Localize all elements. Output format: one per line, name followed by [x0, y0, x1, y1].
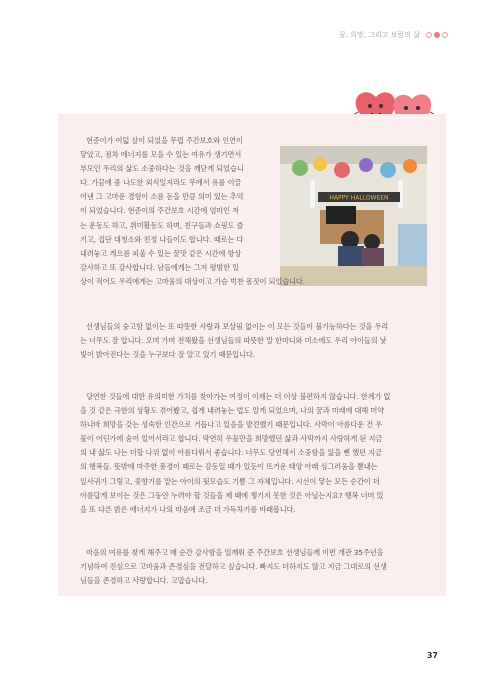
- p1-line-3: 부모인 우리의 삶도 소중하다는 것을 깨닫게 되었습니: [80, 164, 244, 174]
- page-number: 37: [426, 651, 438, 660]
- p1-line-11: 상이 적어도 우리에게는 고마움의 대상이고 가슴 벅찬 몸짓이 되었습니다.: [80, 276, 305, 286]
- p1-line-2: 닿았고, 점차 에너지를 모을 수 있는 여유가 생기면서: [80, 150, 242, 160]
- p1-line-10: 감사하고 또 감사합니다. 남들에게는 그저 평범한 일: [80, 262, 240, 272]
- p1-line-8: 기고, 집단 대청소와 친정 나들이도 합니다. 때로는 다: [80, 234, 244, 244]
- p1-line-9: 내려놓고 게으름 피울 수 있는 꿀맛 같은 시간에 항상: [80, 248, 242, 258]
- p3-line-9: 을 또 다른 밝은 에너지가 나의 마음에 조금 더 가득차기를 바래봅니다.: [80, 504, 296, 514]
- p2-line-1: 선생님들의 숭고함 없이는 또 따뜻한 사랑과 보살핌 없이는 이 모든 것들이 불가능하다는 것을 우리: [86, 322, 389, 331]
- p1-line-6: 이 되었습니다. 현준이의 주간보호 시간에 엄마인 저: [80, 206, 240, 216]
- p2-line-3: 빛이 밝아진다는 것을 누구보다 잘 알고 있기 때문입니다.: [80, 350, 255, 360]
- header-title: 꿈, 희망, 그리고 보람의 삶: [339, 31, 420, 39]
- header-dots-icon: [426, 32, 448, 38]
- p1-line-7: 는 운동도 하고, 취미활동도 하며, 친구들과 쇼핑도 즐: [80, 220, 244, 230]
- p4-line-2: 기념하여 진심으로 고마움과 존경심을 전달하고 싶습니다. 빠지도 더하지도 않고 지금 그대로의 선생: [80, 562, 387, 572]
- p1-line-1: 현준이가 여덟 살이 되었을 무렵 주간보호와 인연이: [86, 136, 243, 145]
- p3-line-5: 의 내 삶도 나는 더할 나위 없이 아름다워서 좋습니다. 너무도 당연해서 소중함을 잃을 뻔 했던 지금: [80, 448, 382, 458]
- p1-line-5: 어낸 그 고마운 경험이 소름 돋을 만큼 의미 있는 추억: [80, 192, 244, 202]
- running-header: [339, 30, 448, 40]
- p3-line-4: 물이 어딘가에 숨어 있어서라고 합니다. 막연히 우물만을 희망했던 삶과 사막까지 사랑하게 된 지금: [80, 434, 383, 444]
- p2-line-2: 는 너무도 잘 압니다. 오며 가며 전해왔을 선생님들의 따뜻한 말 한마디와 미소에도 우리 아이들의 낯: [80, 336, 387, 346]
- p3-line-3: 하나마 희망을 갖는 성숙한 인간으로 거듭나고 있음을 발견했기 때문입니다. 사막이 아름다운 건 우: [80, 420, 383, 430]
- essay-card: [58, 114, 446, 596]
- p3-line-7: 잎사귀가 그렇고, 꽃향기를 맡는 아이의 뒷모습도 기쁨 그 자체입니다. 시선이 닿는 모든 순간이 더: [80, 476, 380, 486]
- p4-line-3: 님들을 존경하고 사랑합니다. 고맙습니다.: [80, 576, 208, 586]
- p3-line-8: 아름답게 보이는 것은 그동안 누려야 할 것들을 제 때에 챙기지 못한 것은 아닐는지요? 행복 너머 있: [80, 490, 384, 500]
- photo-banner-text: HAPPY HALLOWEEN: [329, 194, 389, 202]
- p4-line-1: 마음의 여유를 찾게 해주고 매 순간 감사함을 일깨워 준 주간보호 선생님들께 이번 개관 35주년을: [86, 548, 384, 557]
- p3-line-6: 의 행복들. 뜻밖에 마주한 풍경이 때로는 감동일 때가 있듯이 뜨거운 태양 아래 싱그러움을 뽐내는: [80, 462, 378, 472]
- p3-line-1: 당연한 것들에 대한 유의미한 가치를 찾아가는 여정이 이제는 더 이상 불편하지 않습니다. 한계가 없: [86, 392, 391, 401]
- p1-line-4: 다. 가끔에 좀 나도한 외식일지라도 무에서 유를 이끌: [80, 178, 242, 188]
- p3-line-2: 을 것 같은 극한의 상황도 겪어봤고, 쉽게 내려놓는 법도 알게 되었으며, 나의 꿈과 미래에 대해 미약: [80, 406, 385, 416]
